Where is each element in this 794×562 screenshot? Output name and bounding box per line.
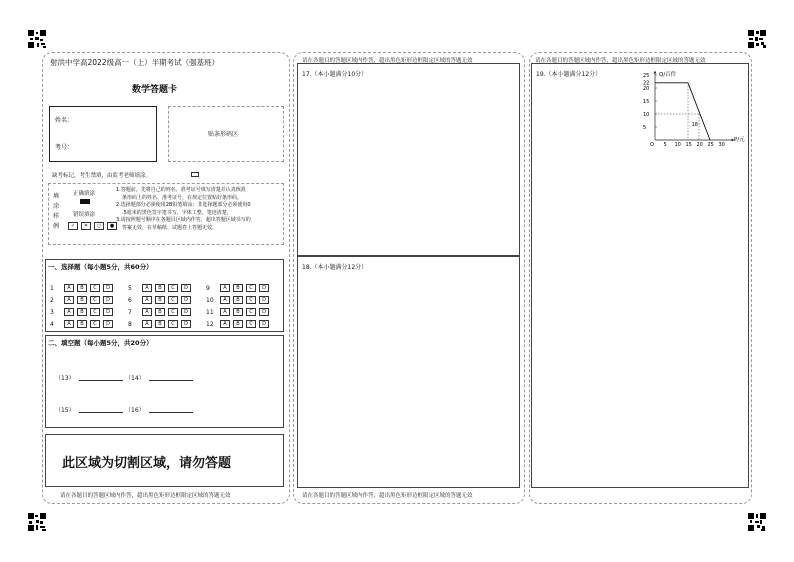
mc-question-number: 7 [128, 308, 132, 316]
mc-option-bubble[interactable]: A [64, 320, 74, 328]
warning-middle-top: 请在各题目的答题区域内作答，超出黑色矩形边框限定区域的答题无效 [302, 58, 473, 64]
mc-option-bubble[interactable]: B [77, 320, 87, 328]
mc-option-bubble[interactable]: D [103, 308, 113, 316]
mc-question-number: 10 [206, 296, 214, 304]
graph-y-tick: 10 [643, 111, 650, 118]
mc-option-bubble[interactable]: D [259, 308, 269, 316]
graph-y-tick: 25 [643, 72, 650, 79]
wrong-fill-label: 错误填涂 [73, 212, 96, 218]
cut-zone-text: 此区域为切割区域，请勿答题 [62, 456, 232, 471]
warning-left-bottom: 请在各题目的答题区域内作答，超出黑色矩形边框限定区域的答题无效 [60, 493, 231, 499]
graph-y-tick: 15 [643, 98, 650, 105]
mc-option-bubble[interactable]: A [142, 320, 152, 328]
mc-question-number: 9 [206, 284, 210, 292]
mc-question [50, 296, 116, 304]
mc-option-bubble[interactable]: C [90, 284, 100, 292]
mc-option-bubble[interactable]: A [64, 296, 74, 304]
mc-question-number: 1 [50, 284, 54, 292]
mc-option-bubble[interactable]: C [168, 284, 178, 292]
mc-option-bubble[interactable]: D [181, 308, 191, 316]
mc-option-bubble[interactable]: D [181, 320, 191, 328]
mc-option-bubble[interactable]: A [220, 308, 230, 316]
q18-label: 18.（本小题满分12分） [302, 264, 368, 271]
absent-mark-box[interactable] [191, 172, 199, 177]
qr-code-icon [748, 30, 766, 48]
qr-code-icon [28, 513, 46, 531]
mc-question [206, 308, 272, 316]
mc-option-bubble[interactable]: C [90, 308, 100, 316]
graph-x-label: P/元 [734, 137, 745, 143]
blank-14[interactable]: （14） [125, 373, 193, 382]
correct-fill-label: 正确填涂 [73, 191, 96, 197]
graph-origin: O [650, 142, 654, 148]
mc-question [128, 296, 194, 304]
exam-number-label: 考号： [55, 144, 74, 151]
warning-right-top: 请在各题目的答题区域内作答，超出黑色矩形边框限定区域的答题无效 [535, 58, 706, 64]
mc-option-bubble[interactable]: C [168, 320, 178, 328]
barcode-label: 贴条形码区 [208, 131, 239, 138]
fill-guide-side-label: 填 涂 样 例 [53, 193, 60, 230]
mc-option-bubble[interactable]: C [168, 296, 178, 304]
name-label: 姓名： [55, 117, 74, 124]
mc-option-bubble[interactable]: D [259, 296, 269, 304]
wrong-sample-cross: ✕ [81, 222, 91, 230]
mc-option-bubble[interactable]: A [142, 296, 152, 304]
sheet-title: 数学答题卡 [132, 85, 178, 95]
mc-option-bubble[interactable]: A [142, 308, 152, 316]
mc-option-bubble[interactable]: B [233, 284, 243, 292]
mc-option-bubble[interactable]: D [259, 284, 269, 292]
q19-label: 19.（本小题满分12分） [536, 71, 602, 78]
mc-question-number: 2 [50, 296, 54, 304]
graph-x-tick: 30 [718, 142, 725, 148]
graph-x-tick: 10 [674, 142, 681, 148]
mc-question [50, 320, 116, 328]
section1-title: 一、选择题（每小题5分，共60分） [48, 263, 153, 271]
graph-y-label: Q/百件 [659, 72, 677, 78]
mc-option-bubble[interactable]: C [90, 320, 100, 328]
graph-segment-decline [688, 83, 710, 140]
graph-annotation: 18 [691, 122, 698, 128]
mc-question [128, 320, 194, 328]
mc-option-bubble[interactable]: D [103, 296, 113, 304]
answer-area-17[interactable] [297, 63, 520, 256]
mc-option-bubble[interactable]: B [77, 308, 87, 316]
mc-option-bubble[interactable]: A [220, 284, 230, 292]
mc-option-bubble[interactable]: C [90, 296, 100, 304]
graph-y-tick: 5 [643, 124, 647, 131]
mc-option-bubble[interactable]: B [233, 308, 243, 316]
mc-option-bubble[interactable]: A [64, 308, 74, 316]
mc-option-bubble[interactable]: D [103, 284, 113, 292]
mc-option-bubble[interactable]: D [259, 320, 269, 328]
mc-question-number: 8 [128, 320, 132, 328]
mc-option-bubble[interactable]: C [246, 284, 256, 292]
wrong-sample-circle: ○ [94, 222, 104, 230]
blank-16[interactable]: （16） [125, 405, 193, 414]
mc-option-bubble[interactable]: C [246, 320, 256, 328]
q17-label: 17.（本小题满分10分） [302, 71, 368, 78]
mc-question-number: 5 [128, 284, 132, 292]
q19-graph [640, 66, 750, 148]
mc-question-number: 6 [128, 296, 132, 304]
mc-question [128, 284, 194, 292]
graph-x-tick: 5 [663, 142, 667, 148]
mc-option-bubble[interactable]: B [155, 308, 165, 316]
mc-question [206, 296, 272, 304]
mc-option-bubble[interactable]: B [155, 296, 165, 304]
graph-x-tick: 25 [707, 142, 714, 148]
mc-option-bubble[interactable]: D [181, 296, 191, 304]
mc-question [206, 284, 272, 292]
blank-13[interactable]: （13） [55, 373, 123, 382]
instructions: 1.答题前，先将自己的姓名、准考证号填写清楚并认真核准 条形码上的姓名、准考证号，在规定位置贴好条形码。 2.选择题部分必须使用2B铅笔填涂；非选择题部分必须使用0 .5毫米的黑色签字笔书写，字体工整、笔迹清楚。 3.请按照题号顺序在各题目区域内作答，超出答题区域书写的 答案无效，在草稿纸、试题卷上答题无效。 [116, 187, 251, 231]
mc-option-bubble[interactable]: A [220, 320, 230, 328]
graph-x-tick: 15 [685, 142, 692, 148]
mc-question-number: 3 [50, 308, 54, 316]
mc-option-bubble[interactable]: C [246, 308, 256, 316]
mc-question-number: 4 [50, 320, 54, 328]
mc-option-bubble[interactable]: B [155, 284, 165, 292]
mc-option-bubble[interactable]: A [64, 284, 74, 292]
mc-question-number: 12 [206, 320, 214, 328]
mc-option-bubble[interactable]: C [246, 296, 256, 304]
graph-y-tick: 20 [643, 85, 650, 92]
mc-option-bubble[interactable]: A [142, 284, 152, 292]
qr-code-icon [28, 30, 46, 48]
mc-question-number: 11 [206, 308, 214, 316]
mc-question [50, 308, 116, 316]
mc-option-bubble[interactable]: D [103, 320, 113, 328]
mc-option-bubble[interactable]: B [77, 284, 87, 292]
section2-title: 二、填空题（每小题5分，共20分） [48, 339, 153, 347]
mc-question [50, 284, 116, 292]
answer-area-18[interactable] [297, 256, 520, 488]
mc-question [206, 320, 272, 328]
absent-mark-note: 缺考标记，考生禁填，由监考老师填涂。 [52, 173, 152, 179]
mc-option-bubble[interactable]: C [168, 308, 178, 316]
graph-y-tick: 22 [643, 80, 650, 87]
wrong-fill-samples [68, 222, 120, 230]
graph-x-tick: 20 [696, 142, 703, 148]
mc-option-bubble[interactable]: B [77, 296, 87, 304]
mc-option-bubble[interactable]: B [155, 320, 165, 328]
blank-15[interactable]: （15） [55, 405, 123, 414]
wrong-sample-check: ✓ [68, 222, 78, 230]
mc-option-bubble[interactable]: A [220, 296, 230, 304]
warning-middle-bottom: 请在各题目的答题区域内作答，超出黑色矩形边框限定区域的答题无效 [302, 493, 473, 499]
mc-option-bubble[interactable]: B [233, 296, 243, 304]
mc-option-bubble[interactable]: D [181, 284, 191, 292]
mc-option-bubble[interactable]: B [233, 320, 243, 328]
correct-fill-sample [80, 199, 90, 204]
mc-question [128, 308, 194, 316]
qr-code-icon [748, 513, 766, 531]
wrong-sample-dot: ● [107, 222, 117, 230]
exam-title: 射洪中学高2022级高一（上）半期考试（强基班） [50, 58, 220, 67]
